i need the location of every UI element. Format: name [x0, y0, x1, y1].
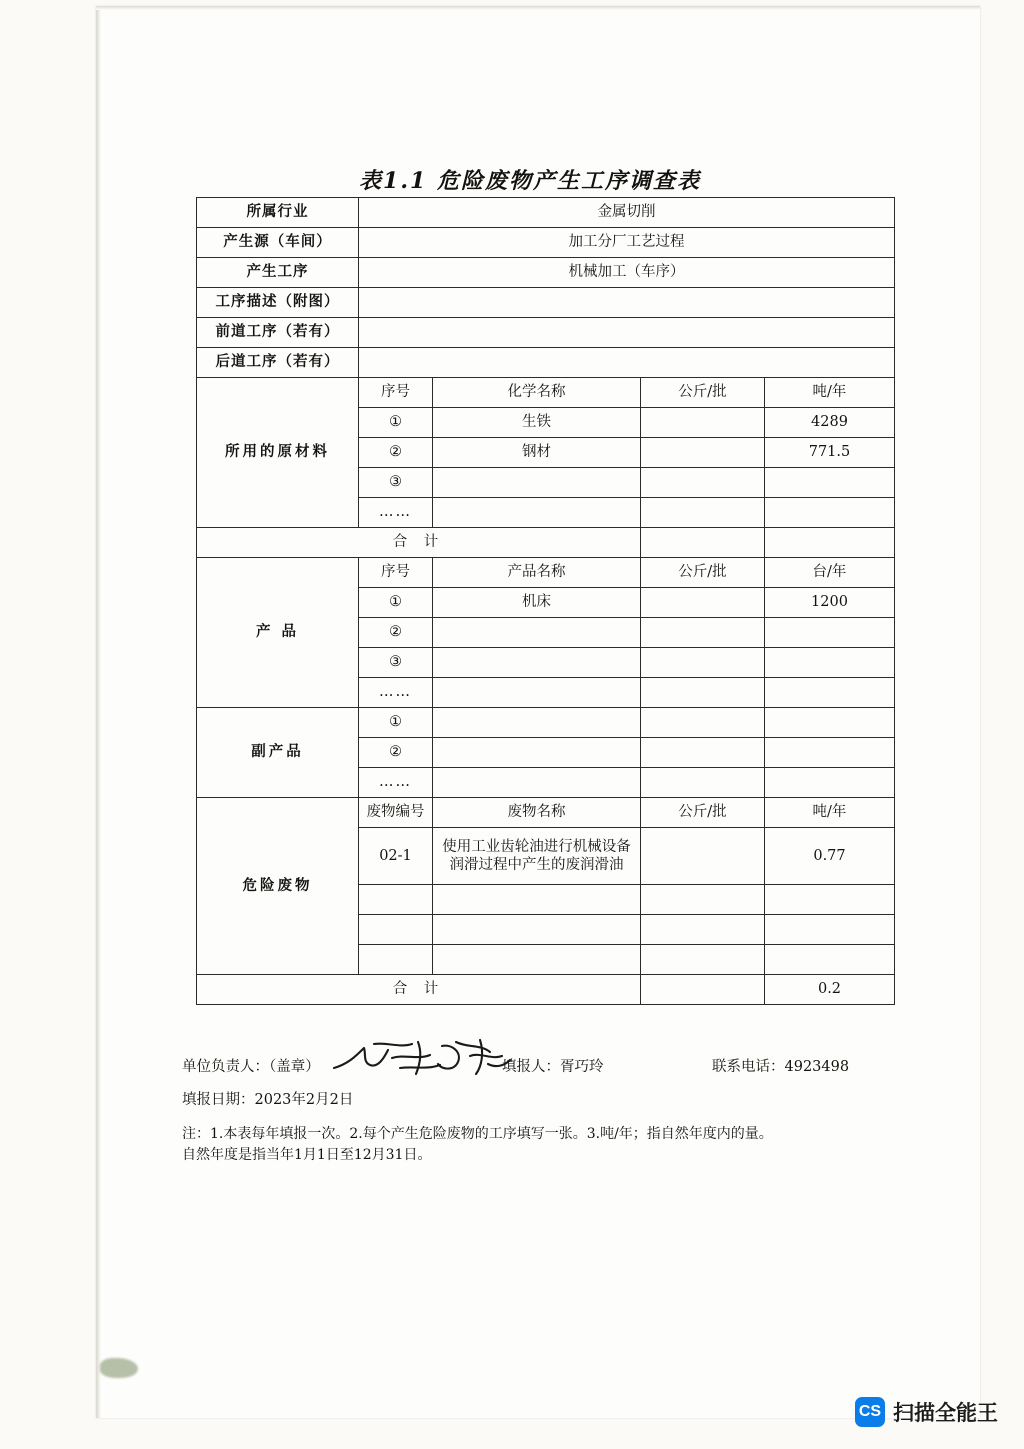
- hazardous-batch-3: [641, 945, 765, 975]
- info-value-1: 加工分厂工艺过程: [359, 228, 895, 258]
- materials-header-0: 序号: [359, 378, 433, 408]
- table-row: [197, 558, 895, 588]
- table-row: [197, 378, 895, 408]
- byproducts-batch-0: [641, 708, 765, 738]
- hazardous-name-0: 使用工业齿轮油进行机械设备润滑过程中产生的废润滑油: [433, 828, 641, 885]
- products-batch-0: [641, 588, 765, 618]
- products-year-0: 1200: [765, 588, 895, 618]
- phone-label: 联系电话：: [712, 1059, 785, 1075]
- products-year-2: [765, 648, 895, 678]
- materials-total-label: 合 计: [197, 528, 641, 558]
- section-label-products: 产 品: [197, 558, 359, 708]
- hazardous-header-3: 吨/年: [765, 798, 895, 828]
- products-name-0: 机床: [433, 588, 641, 618]
- materials-total-year: [765, 528, 895, 558]
- materials-no-3: ……: [359, 498, 433, 528]
- products-no-1: ②: [359, 618, 433, 648]
- phone-block: [712, 1055, 849, 1076]
- products-no-2: ③: [359, 648, 433, 678]
- hazardous-year-3: [765, 945, 895, 975]
- products-batch-1: [641, 618, 765, 648]
- filler-block: [502, 1055, 604, 1076]
- section-label-byproducts: 副产品: [197, 708, 359, 798]
- page-title: 表1.1 危险废物产生工序调查表: [359, 168, 701, 194]
- materials-batch-3: [641, 498, 765, 528]
- products-name-3: [433, 678, 641, 708]
- info-value-3: [359, 288, 895, 318]
- table-row: [197, 198, 895, 228]
- byproducts-batch-2: [641, 768, 765, 798]
- info-value-5: [359, 348, 895, 378]
- hazardous-name-3: [433, 945, 641, 975]
- date-block: [182, 1088, 353, 1109]
- info-label-0: 所属行业: [197, 198, 359, 228]
- info-label-4: 前道工序（若有）: [197, 318, 359, 348]
- info-label-5: 后道工序（若有）: [197, 348, 359, 378]
- camscanner-badge-icon: CS: [855, 1397, 885, 1427]
- hazardous-total-label: 合 计: [197, 975, 641, 1005]
- info-value-0: 金属切削: [359, 198, 895, 228]
- byproducts-batch-1: [641, 738, 765, 768]
- materials-no-1: ②: [359, 438, 433, 468]
- materials-batch-2: [641, 468, 765, 498]
- table-row: [197, 318, 895, 348]
- table-row: [197, 798, 895, 828]
- materials-year-2: [765, 468, 895, 498]
- hazardous-year-2: [765, 915, 895, 945]
- materials-year-3: [765, 498, 895, 528]
- table-row: [197, 258, 895, 288]
- products-header-1: 产品名称: [433, 558, 641, 588]
- products-batch-2: [641, 648, 765, 678]
- hazardous-batch-1: [641, 885, 765, 915]
- note-line-1: 注：1.本表每年填报一次。2.每个产生危险废物的工序填写一张。3.吨/年；指自然年度内的量。: [182, 1126, 773, 1142]
- products-year-1: [765, 618, 895, 648]
- materials-name-2: [433, 468, 641, 498]
- responsible-person-label: 单位负责人：（盖章）: [182, 1059, 320, 1075]
- products-no-3: ……: [359, 678, 433, 708]
- hazardous-year-1: [765, 885, 895, 915]
- phone-value: 4923498: [784, 1059, 850, 1075]
- materials-year-1: 771.5: [765, 438, 895, 468]
- products-no-0: ①: [359, 588, 433, 618]
- materials-name-0: 生铁: [433, 408, 641, 438]
- filler-label: 填报人：: [502, 1059, 560, 1075]
- paper-edge-top: [96, 6, 980, 10]
- footer-row-signatures: [182, 1052, 902, 1080]
- hazardous-header-0: 废物编号: [359, 798, 433, 828]
- paper-edge-left: [96, 6, 101, 1418]
- materials-no-0: ①: [359, 408, 433, 438]
- hazardous-name-1: [433, 885, 641, 915]
- hazardous-total-year: 0.2: [765, 975, 895, 1005]
- section-label-hazardous: 危险废物: [197, 798, 359, 975]
- date-label: 填报日期：: [182, 1092, 255, 1108]
- materials-batch-0: [641, 408, 765, 438]
- watermark-logo: [855, 1397, 998, 1427]
- products-header-3: 台/年: [765, 558, 895, 588]
- byproducts-name-1: [433, 738, 641, 768]
- byproducts-name-2: [433, 768, 641, 798]
- note-line-2: 自然年度是指当年1月1日至12月31日。: [182, 1147, 432, 1163]
- info-value-4: [359, 318, 895, 348]
- materials-name-1: 钢材: [433, 438, 641, 468]
- materials-header-3: 吨/年: [765, 378, 895, 408]
- info-label-2: 产生工序: [197, 258, 359, 288]
- info-value-2: 机械加工（车序）: [359, 258, 895, 288]
- byproducts-year-1: [765, 738, 895, 768]
- hazardous-no-0: 02-1: [359, 828, 433, 885]
- form-note: [182, 1124, 912, 1166]
- products-batch-3: [641, 678, 765, 708]
- materials-batch-1: [641, 438, 765, 468]
- hazardous-year-0: 0.77: [765, 828, 895, 885]
- products-name-1: [433, 618, 641, 648]
- table-row: [197, 348, 895, 378]
- hazardous-batch-0: [641, 828, 765, 885]
- hazardous-no-3: [359, 945, 433, 975]
- byproducts-year-2: [765, 768, 895, 798]
- info-label-3: 工序描述（附图）: [197, 288, 359, 318]
- products-name-2: [433, 648, 641, 678]
- materials-total-batch: [641, 528, 765, 558]
- products-header-0: 序号: [359, 558, 433, 588]
- filler-name: 胥巧玲: [560, 1059, 604, 1075]
- info-label-1: 产生源（车间）: [197, 228, 359, 258]
- materials-header-1: 化学名称: [433, 378, 641, 408]
- products-year-3: [765, 678, 895, 708]
- materials-header-2: 公斤/批: [641, 378, 765, 408]
- paper-smudge: [100, 1358, 138, 1378]
- survey-table: [196, 197, 895, 1005]
- byproducts-no-1: ②: [359, 738, 433, 768]
- table-row: [197, 288, 895, 318]
- date-value: 2023年2月2日: [254, 1092, 354, 1108]
- hazardous-total-batch: [641, 975, 765, 1005]
- materials-no-2: ③: [359, 468, 433, 498]
- byproducts-name-0: [433, 708, 641, 738]
- hazardous-no-1: [359, 885, 433, 915]
- hazardous-no-2: [359, 915, 433, 945]
- form-footer: [182, 1052, 902, 1163]
- hazardous-name-2: [433, 915, 641, 945]
- section-label-materials: 所用的原材料: [197, 378, 359, 528]
- table-row: [197, 975, 895, 1005]
- hazardous-header-1: 废物名称: [433, 798, 641, 828]
- hazardous-header-2: 公斤/批: [641, 798, 765, 828]
- table-row: [197, 228, 895, 258]
- byproducts-year-0: [765, 708, 895, 738]
- survey-table-wrapper: [196, 197, 894, 1005]
- materials-name-3: [433, 498, 641, 528]
- products-header-2: 公斤/批: [641, 558, 765, 588]
- table-row: [197, 528, 895, 558]
- table-row: [197, 708, 895, 738]
- hazardous-batch-2: [641, 915, 765, 945]
- watermark-text: 扫描全能王: [893, 1401, 998, 1425]
- byproducts-no-0: ①: [359, 708, 433, 738]
- byproducts-no-2: ……: [359, 768, 433, 798]
- materials-year-0: 4289: [765, 408, 895, 438]
